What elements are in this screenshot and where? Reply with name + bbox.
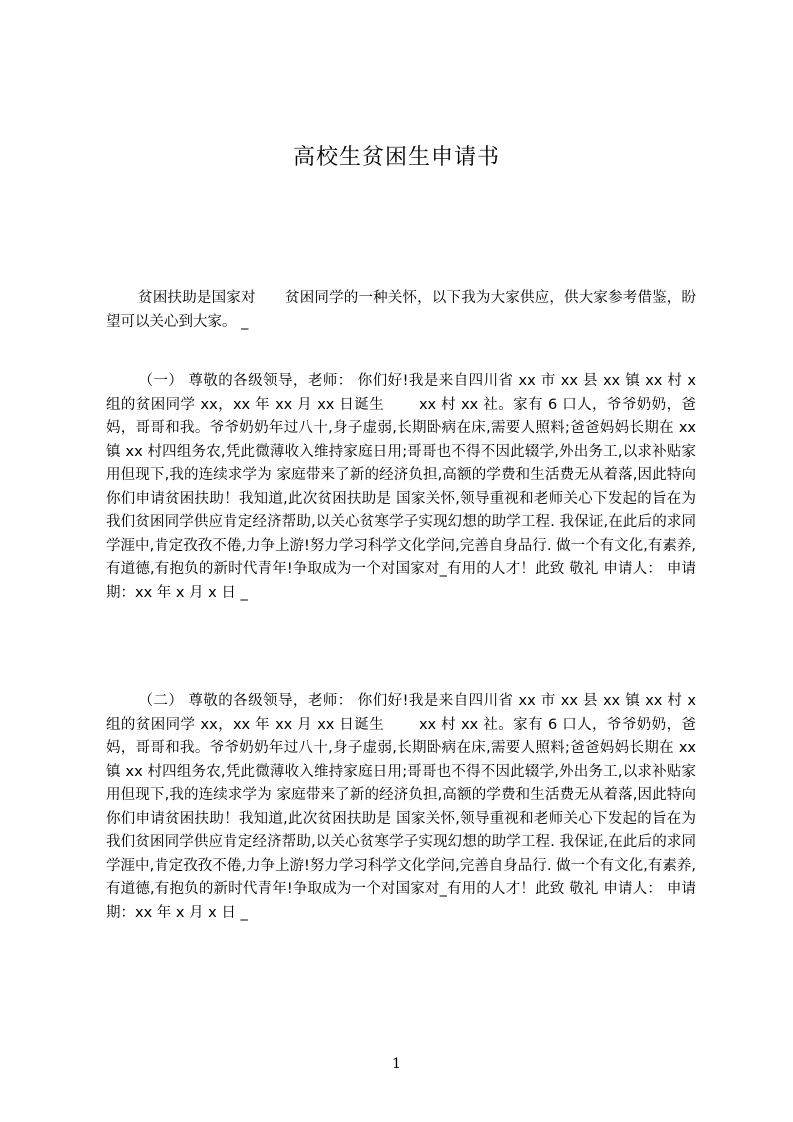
section-2-paragraph	[106, 690, 696, 925]
intro-paragraph	[106, 287, 696, 334]
intro-text: 贫困扶助是国家对 贫困同学的一种关怀，以下我为大家供应，供大家参考借鉴，盼望可以关心到大家。 _	[106, 290, 696, 330]
section-1-text: （一） 尊敬的各级领导，老师： 你们好!我是来自四川省 xx 市 xx 县 xx 镇 xx 村 x 组的贫困同学 xx，xx 年 xx 月 xx 日诞生 xx 村 xx 社。家有 6 口人，爷爷奶奶，爸妈，哥哥和我。爷爷奶奶年过八十,身子虚弱,长期卧病在床,需要人照料;爸爸妈妈长期在 xx 镇 xx 村四组务农,凭此微薄收入维持家庭日用;哥哥也不得不因此辍学,外出务工,以求补贴家用但现下,我的连续求学为 家庭带来了新的经济负担,高额的学费和生活费无从着落,因此特向你们申请贫困扶助！我知道,此次贫困扶助是 国家关怀,领导重视和老师关心下发起的旨在为我们贫困同学供应肯定经济帮助,以关心贫寒学子实现幻想的助学工程. 我保证,在此后的求同学涯中,肯定孜孜不倦,力争上游!努力学习科学文化学问,完善自身品行. 做一个有文化,有素养,有道德,有抱负的新时代青年!争取成为一个对国家对_有用的人才！此致 敬礼 申请人： 申请期：xx 年 x 月 x 日 _	[106, 373, 696, 601]
section-1-paragraph	[106, 370, 696, 605]
section-2-text: （二） 尊敬的各级领导，老师： 你们好!我是来自四川省 xx 市 xx 县 xx 镇 xx 村 x 组的贫困同学 xx，xx 年 xx 月 xx 日诞生 xx 村 xx 社。家有 6 口人，爷爷奶奶，爸妈，哥哥和我。爷爷奶奶年过八十,身子虚弱,长期卧病在床,需要人照料;爸爸妈妈长期在 xx 镇 xx 村四组务农,凭此微薄收入维持家庭日用;哥哥也不得不因此辍学,外出务工,以求补贴家用但现下,我的连续求学为 家庭带来了新的经济负担,高额的学费和生活费无从着落,因此特向你们申请贫困扶助！我知道,此次贫困扶助是 国家关怀,领导重视和老师关心下发起的旨在为我们贫困同学供应肯定经济帮助,以关心贫寒学子实现幻想的助学工程. 我保证,在此后的求同学涯中,肯定孜孜不倦,力争上游!努力学习科学文化学问,完善自身品行. 做一个有文化,有素养,有道德,有抱负的新时代青年!争取成为一个对国家对_有用的人才！此致 敬礼 申请人： 申请期：xx 年 x 月 x 日 _	[106, 693, 696, 921]
page-number: 1	[392, 1056, 401, 1072]
page-title: 高校生贫困生申请书	[292, 145, 500, 170]
